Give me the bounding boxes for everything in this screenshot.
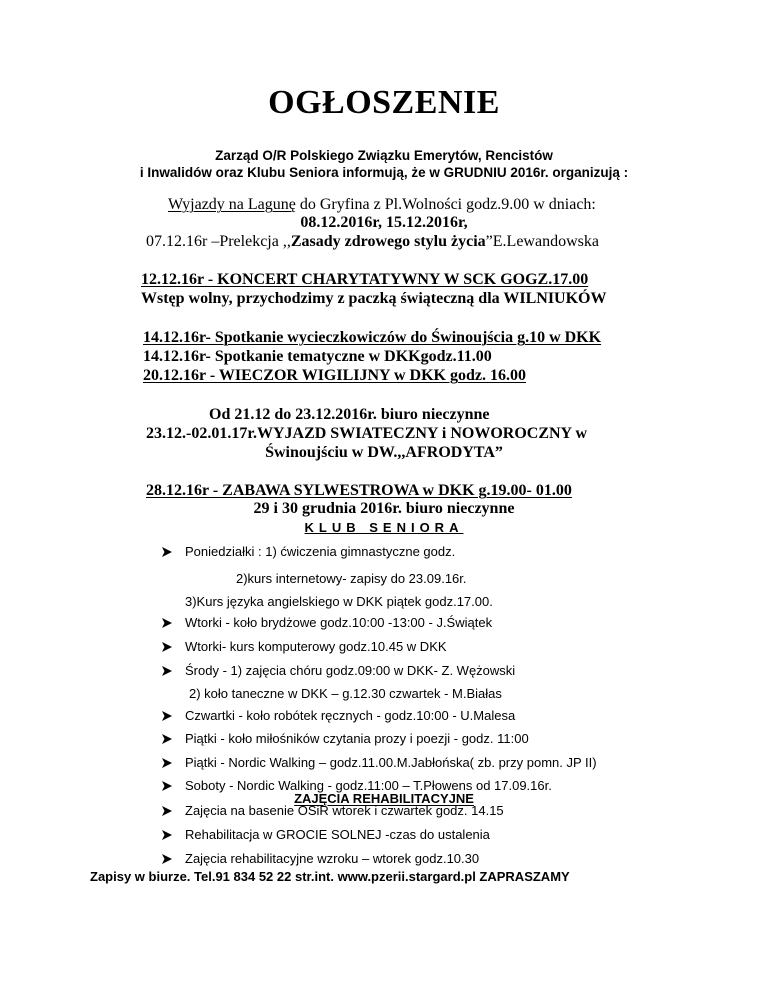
arrow-bullet-icon — [162, 642, 172, 652]
arrow-bullet-icon — [162, 666, 172, 676]
arrow-bullet-icon — [162, 758, 172, 768]
rehab-heading: ZAJĘCIA REHABILITACYJNE — [294, 791, 474, 806]
intro-line-2: i Inwalidów oraz Klubu Seniora informują, że w GRUDNIU 2016r. organizują : — [139, 165, 629, 180]
lagune-trips-details: do Gryfina z Pl.Wolności godz.9.00 w dniach: — [295, 196, 596, 213]
meeting-line-3: 20.12.16r - WIECZOR WIGILIJNY w DKK godz. 16.00 — [143, 367, 526, 384]
lecture-line — [146, 233, 599, 251]
meeting-line-2: 14.12.16r- Spotkanie tematyczne w DKKgodz.11.00 — [143, 348, 492, 365]
meeting-line-1: 14.12.16r- Spotkanie wycieczkowiczów do Świnoujścia g.10 w DKK — [143, 329, 602, 346]
list-item-eye-rehab: Zajęcia rehabilitacyjne wzroku – wtorek godz.10.30 — [185, 851, 480, 866]
lecture-title: Zasady zdrowego stylu życia — [290, 233, 486, 250]
arrow-bullet-icon — [162, 830, 172, 840]
list-item-tuesday-1: Wtorki - koło brydżowe godz.10:00 -13:00 - J.Świątek — [185, 615, 493, 630]
lagune-trips-link[interactable]: Wyjazdy na Lagunę — [168, 196, 296, 213]
footer-contact: Zapisy w biurze. Tel.91 834 52 22 str.int. www.pzerii.stargard.pl ZAPRASZAMY — [90, 869, 570, 884]
list-item-monday-2: 2)kurs internetowy- zapisy do 23.09.16r. — [236, 571, 467, 586]
party-line-1: 28.12.16r - ZABAWA SYLWESTROWA w DKK g.19.00- 01.00 — [146, 482, 572, 499]
list-item-saturday: Soboty - Nordic Walking - godz.11:00 – T.Płowens od 17.09.16r. — [185, 778, 552, 793]
list-item-monday-3: 3)Kurs języka angielskiego w DKK piątek godz.17.00. — [185, 594, 493, 609]
concert-line-2: Wstęp wolny, przychodzimy z paczką świąteczną dla WILNIUKÓW — [141, 290, 607, 307]
list-item-salt-cave: Rehabilitacja w GROCIE SOLNEJ -czas do ustalenia — [185, 827, 490, 842]
concert-line-1: 12.12.16r - KONCERT CHARYTATYWNY W SCK GOGZ.17.00 — [141, 271, 589, 288]
arrow-bullet-icon — [162, 781, 172, 791]
list-item-wednesday-2: 2) koło taneczne w DKK – g.12.30 czwartek - M.Białas — [189, 686, 502, 701]
list-item-thursday: Czwartki - koło robótek ręcznych - godz.10:00 - U.Malesa — [185, 708, 516, 723]
party-line-2: 29 i 30 grudnia 2016r. biuro nieczynne — [253, 500, 515, 517]
list-item-pool: Zajęcia na basenie OSiR wtorek i czwartek godz. 14.15 — [185, 803, 504, 818]
list-item-friday-2: Piątki - Nordic Walking – godz.11.00.M.Jabłońska( zb. przy pomn. JP II) — [185, 755, 597, 770]
lagune-trips-line — [168, 196, 596, 214]
arrow-bullet-icon — [162, 806, 172, 816]
lagune-dates: 08.12.2016r, 15.12.2016r, — [300, 214, 468, 231]
lecture-suffix: ”E.Lewandowska — [485, 233, 599, 250]
office-line-3: Świnoujściu w DW.,,AFRODYTA” — [265, 444, 503, 461]
klub-seniora-heading: KLUB SENIORA — [304, 520, 464, 535]
arrow-bullet-icon — [162, 854, 172, 864]
list-item-friday-1: Piątki - koło miłośników czytania prozy i poezji - godz. 11:00 — [185, 731, 529, 746]
lecture-prefix: 07.12.16r –Prelekcja ,, — [146, 233, 291, 250]
office-line-2: 23.12.-02.01.17r.WYJAZD SWIATECZNY i NOWOROCZNY w — [146, 425, 588, 442]
arrow-bullet-icon — [162, 711, 172, 721]
list-item-wednesday-1: Środy - 1) zajęcia chóru godz.09:00 w DKK- Z. Wężowski — [185, 663, 516, 678]
list-item-tuesday-2: Wtorki- kurs komputerowy godz.10.45 w DKK — [185, 639, 447, 654]
arrow-bullet-icon — [162, 618, 172, 628]
intro-line-1: Zarząd O/R Polskiego Związku Emerytów, Rencistów — [215, 148, 553, 163]
page-title: OGŁOSZENIE — [268, 84, 500, 121]
list-item-monday-1: Poniedziałki : 1) ćwiczenia gimnastyczne godz. — [185, 544, 456, 559]
office-line-1: Od 21.12 do 23.12.2016r. biuro nieczynne — [209, 406, 490, 423]
arrow-bullet-icon — [162, 547, 172, 557]
arrow-bullet-icon — [162, 734, 172, 744]
